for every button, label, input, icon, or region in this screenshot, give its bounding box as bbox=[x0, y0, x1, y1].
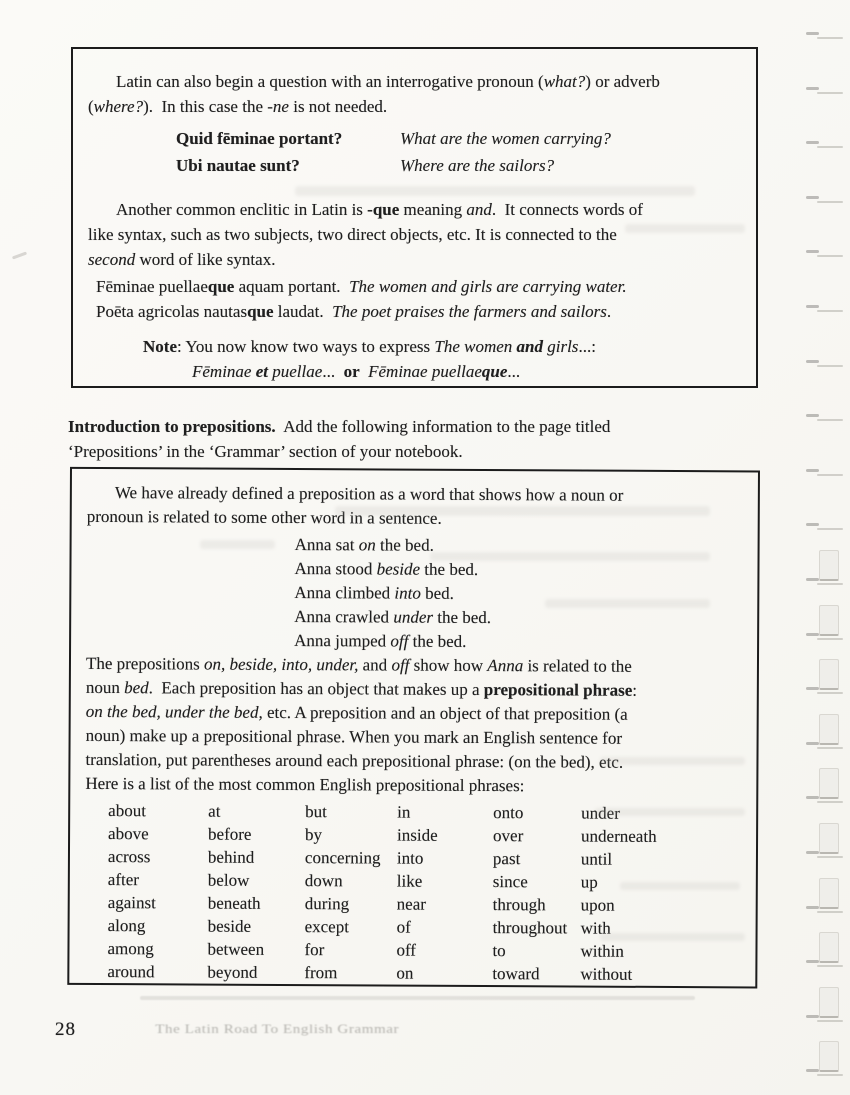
preposition-cell: about bbox=[108, 801, 147, 821]
preposition-cell: beside bbox=[207, 916, 252, 936]
prepositional-phrase-paragraph: The prepositions on, beside, into, under, and off show how Anna is related to the noun bed. Each preposition has an object that makes up a prepositional phrase: on the bed, under the bed, etc. A preposition and an object of that preposition (a noun) make up a prepositional phrase. When you mark an English sentence for translation, put parentheses around each prepositional phrase: (on the bed), etc. Here is a list of the most common English prepositional phrases: bbox=[85, 653, 638, 796]
introduction-to-prepositions-paragraph: Introduction to prepositions. Add the following information to the page titled ‘Prepositions’ in the ‘Grammar’ section of your notebook. bbox=[68, 417, 611, 461]
preposition-cell: between bbox=[207, 939, 265, 959]
binding-mark bbox=[800, 718, 845, 752]
binding-mark bbox=[800, 226, 845, 260]
bleedthrough-artifact bbox=[335, 506, 710, 516]
preposition-cell: concerning bbox=[304, 848, 381, 868]
bleedthrough-artifact bbox=[625, 224, 745, 233]
binding-mark bbox=[800, 882, 845, 916]
page-number: 28 bbox=[55, 1019, 76, 1040]
anna-example-line: Anna jumped off the bed. bbox=[294, 631, 467, 651]
preposition-cell: near bbox=[396, 894, 427, 914]
scan-line-artifact bbox=[140, 996, 695, 1000]
bleedthrough-artifact bbox=[595, 808, 745, 816]
note-line-1: Note: You now know two ways to express The women and girls...: bbox=[143, 337, 596, 356]
bleedthrough-artifact bbox=[600, 933, 745, 941]
preposition-cell: under bbox=[581, 803, 620, 823]
binding-mark bbox=[800, 390, 845, 424]
binding-mark bbox=[800, 936, 845, 970]
preposition-cell: against bbox=[107, 893, 156, 913]
preposition-cell: beneath bbox=[207, 893, 261, 913]
anna-example-line: Anna stood beside the bed. bbox=[294, 559, 479, 579]
binding-mark bbox=[800, 445, 845, 479]
preposition-lesson-box bbox=[67, 467, 760, 989]
margin-tick-artifact bbox=[12, 252, 27, 260]
preposition-cell: down bbox=[304, 871, 343, 891]
preposition-cell: off bbox=[396, 940, 417, 960]
note-line-2: Fēminae et puellae... or Fēminae puellaeque... bbox=[192, 362, 521, 381]
preposition-cell: at bbox=[208, 801, 221, 821]
preposition-cell: beyond bbox=[207, 962, 258, 982]
series-title-faded: The Latin Road To English Grammar bbox=[155, 1022, 400, 1037]
preposition-cell: except bbox=[304, 917, 350, 937]
preposition-row bbox=[107, 960, 743, 986]
preposition-cell: during bbox=[304, 894, 350, 914]
preposition-row bbox=[108, 891, 744, 917]
bleedthrough-artifact bbox=[200, 540, 275, 549]
preposition-cell: across bbox=[107, 847, 151, 867]
note-block bbox=[88, 334, 746, 384]
anna-example-line: Anna crawled under the bed. bbox=[294, 607, 492, 628]
binding-mark bbox=[800, 499, 845, 533]
bleedthrough-artifact bbox=[600, 757, 745, 765]
preposition-cell: toward bbox=[492, 964, 540, 984]
binding-mark bbox=[800, 281, 845, 315]
binding-mark bbox=[800, 991, 845, 1025]
binding-mark bbox=[800, 63, 845, 97]
preposition-cell: on bbox=[396, 963, 414, 983]
preposition-cell: along bbox=[107, 916, 146, 936]
bleedthrough-artifact bbox=[430, 552, 710, 561]
preposition-cell: among bbox=[107, 939, 154, 959]
preposition-row bbox=[108, 845, 744, 871]
binding-mark bbox=[800, 663, 845, 697]
qa-example-row bbox=[176, 125, 746, 152]
preposition-table bbox=[107, 799, 744, 986]
preposition-definition-paragraph: We have already defined a preposition as a word that shows how a noun or pronoun is related to some other word in a sentence. bbox=[86, 483, 624, 528]
preposition-row bbox=[108, 822, 744, 848]
preposition-cell: behind bbox=[207, 847, 255, 867]
preposition-cell: within bbox=[580, 941, 624, 961]
bleedthrough-artifact bbox=[295, 186, 695, 196]
binding-mark bbox=[800, 336, 845, 370]
preposition-cell: to bbox=[492, 941, 506, 961]
preposition-cell: until bbox=[580, 849, 613, 869]
preposition-cell: for bbox=[304, 940, 325, 960]
preposition-cell: since bbox=[492, 872, 528, 892]
question-examples bbox=[176, 125, 746, 179]
latin-question: Quid fēminae portant? bbox=[176, 129, 343, 148]
binding-mark bbox=[800, 827, 845, 861]
anna-example-line: Anna sat on the bed. bbox=[294, 535, 434, 555]
que-example-line: Poēta agricolas nautasque laudat. The poet praises the farmers and sailors. bbox=[96, 302, 612, 321]
qa-example-row bbox=[176, 152, 746, 179]
preposition-cell: over bbox=[493, 826, 524, 846]
binding-mark bbox=[800, 554, 845, 588]
bleedthrough-artifact bbox=[545, 599, 710, 608]
preposition-cell: throughout bbox=[492, 918, 568, 938]
binding-mark bbox=[800, 117, 845, 151]
preposition-cell: after bbox=[107, 870, 140, 890]
binding-mark bbox=[800, 1045, 845, 1079]
preposition-cell: underneath bbox=[581, 826, 657, 846]
latin-question: Ubi nautae sunt? bbox=[176, 156, 300, 175]
preposition-cell: by bbox=[305, 825, 323, 845]
que-example-line: Fēminae puellaeque aquam portant. The women and girls are carrying water. bbox=[96, 277, 627, 296]
interrogative-intro-paragraph: Latin can also begin a question with an interrogative pronoun (what?) or adverb (where?). In this case the -ne is not needed. bbox=[88, 72, 660, 116]
que-examples bbox=[96, 274, 746, 324]
preposition-cell: of bbox=[396, 917, 411, 937]
preposition-cell: onto bbox=[493, 803, 524, 823]
page-footer bbox=[55, 1019, 399, 1041]
preposition-cell: below bbox=[207, 870, 250, 890]
binding-mark bbox=[800, 609, 845, 643]
english-translation: Where are the sailors? bbox=[400, 156, 555, 175]
enclitic-lesson-box bbox=[71, 47, 758, 388]
preposition-cell: in bbox=[397, 802, 411, 822]
binding-mark bbox=[800, 772, 845, 806]
que-enclitic-paragraph: Another common enclitic in Latin is -que meaning and. It connects words of like syntax, such as two subjects, two direct objects, etc. It is connected to the second word of like syntax. bbox=[88, 200, 643, 269]
preposition-cell: into bbox=[396, 848, 424, 868]
preposition-cell: through bbox=[492, 895, 546, 915]
preposition-cell: past bbox=[492, 849, 521, 869]
preposition-cell: upon bbox=[580, 895, 615, 915]
preposition-cell: from bbox=[304, 963, 338, 983]
preposition-cell: above bbox=[108, 824, 149, 844]
english-translation: What are the women carrying? bbox=[400, 129, 611, 148]
preposition-cell: like bbox=[396, 871, 423, 891]
preposition-cell: but bbox=[305, 802, 327, 822]
preposition-cell: before bbox=[208, 824, 252, 844]
binding-mark bbox=[800, 8, 845, 42]
preposition-cell: up bbox=[580, 872, 598, 892]
preposition-cell: without bbox=[580, 964, 633, 984]
anna-example-line: Anna climbed into bed. bbox=[294, 583, 454, 603]
bleedthrough-artifact bbox=[620, 882, 740, 890]
preposition-cell: inside bbox=[397, 825, 438, 845]
preposition-cell: with bbox=[580, 918, 611, 938]
preposition-cell: around bbox=[107, 962, 155, 982]
binding-mark bbox=[800, 172, 845, 206]
